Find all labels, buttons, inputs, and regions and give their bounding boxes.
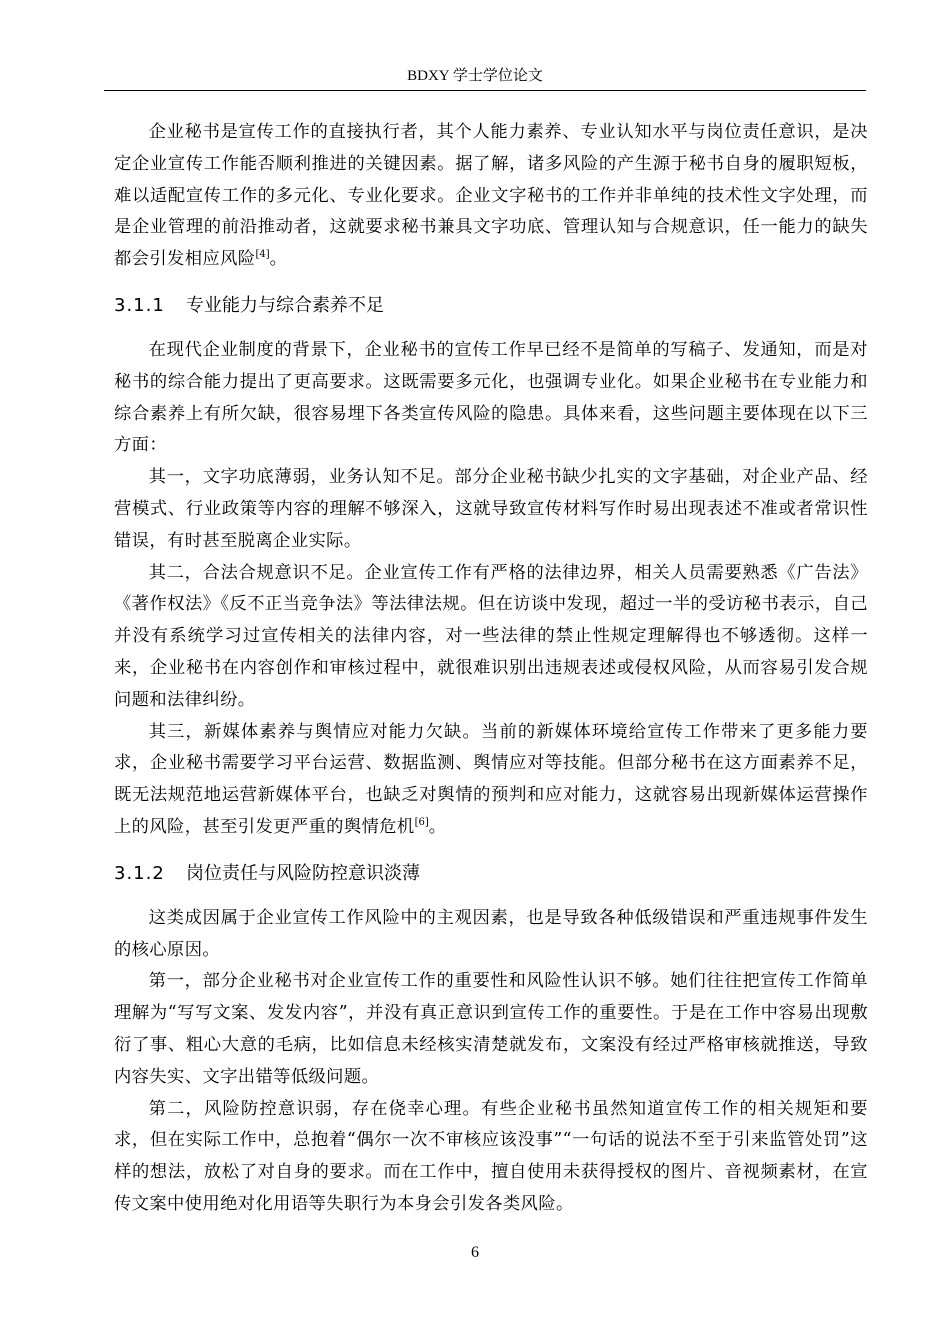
- page-body: [114, 117, 868, 1221]
- paragraph: [114, 335, 868, 462]
- section-number: 3.1.2: [114, 862, 165, 884]
- header-rule: [104, 90, 866, 91]
- section-title: 专业能力与综合素养不足: [186, 294, 384, 316]
- section-title: 岗位责任与风险防控意识淡薄: [186, 862, 420, 884]
- paragraph-text: 其一，文字功底薄弱，业务认知不足。部分企业秘书缺少扎实的文字基础，对企业产品、经营模式、行业政策等内容的理解不够深入，这就导致宣传材料写作时易出现表述不准或者常识性错误，有时甚至脱离企业实际。: [114, 467, 868, 551]
- citation: [4]: [255, 249, 270, 261]
- paragraph-text: 其三，新媒体素养与舆情应对能力欠缺。当前的新媒体环境给宣传工作带来了更多能力要求，企业秘书需要学习平台运营、数据监测、舆情应对等技能。但部分秘书在这方面素养不足，既无法规范地运营新媒体平台，也缺乏对舆情的预判和应对能力，这就容易出现新媒体运营操作上的风险，甚至引发更严重的舆情危机: [114, 721, 868, 837]
- paragraph-text: 这类成因属于企业宣传工作风险中的主观因素，也是导致各种低级错误和严重违规事件发生的核心原因。: [114, 907, 868, 960]
- citation: [6]: [414, 816, 429, 828]
- section-number: 3.1.1: [114, 294, 165, 316]
- paragraph: [114, 903, 868, 967]
- intro-paragraph: [114, 117, 868, 276]
- paragraph-text: 第二，风险防控意识弱，存在侥幸心理。有些企业秘书虽然知道宣传工作的相关规矩和要求，但在实际工作中，总抱着“偶尔一次不审核应该没事”“一句话的说法不至于引来监管处罚”这样的想法，放松了对自身的要求。而在工作中，擅自使用未获得授权的图片、音视频素材，在宣传文案中使用绝对化用语等失职行为本身会引发各类风险。: [114, 1098, 868, 1214]
- paragraph: [114, 558, 868, 717]
- section-heading-3-1-1: [114, 290, 868, 322]
- section-heading-3-1-2: [114, 858, 868, 890]
- page-number: 6: [471, 1244, 479, 1261]
- paragraph: [114, 1094, 868, 1221]
- paragraph: [114, 717, 868, 844]
- paragraph-text: 第一，部分企业秘书对企业宣传工作的重要性和风险性认识不够。她们往往把宣传工作简单理解为“写写文案、发发内容”，并没有真正意识到宣传工作的重要性。于是在工作中容易出现敷衍了事、粗心大意的毛病，比如信息未经核实清楚就发布，文案没有经过严格审核就推送，导致内容失实、文字出错等低级问题。: [114, 971, 868, 1087]
- paragraph-tail: 。: [269, 249, 288, 270]
- paragraph-text: 其二，合法合规意识不足。企业宣传工作有严格的法律边界，相关人员需要熟悉《广告法》《著作权法》《反不正当竞争法》等法律法规。但在访谈中发现，超过一半的受访秘书表示，自己并没有系统学习过宣传相关的法律内容，对一些法律的禁止性规定理解得也不够透彻。这样一来，企业秘书在内容创作和审核过程中，就很难识别出违规表述或侵权风险，从而容易引发合规问题和法律纠纷。: [114, 562, 868, 710]
- paragraph-text: 企业秘书是宣传工作的直接执行者，其个人能力素养、专业认知水平与岗位责任意识，是决定企业宣传工作能否顺利推进的关键因素。据了解，诸多风险的产生源于秘书自身的履职短板，难以适配宣传工作的多元化、专业化要求。企业文字秘书的工作并非单纯的技术性文字处理，而是企业管理的前沿推动者，这就要求秘书兼具文字功底、管理认知与合规意识，任一能力的缺失都会引发相应风险: [114, 122, 868, 270]
- paragraph-tail: 。: [428, 816, 447, 837]
- paragraph: [114, 462, 868, 557]
- paragraph-text: 在现代企业制度的背景下，企业秘书的宣传工作早已经不是简单的写稿子、发通知，而是对秘书的综合能力提出了更高要求。这既需要多元化，也强调专业化。如果企业秘书在专业能力和综合素养上有所欠缺，很容易埋下各类宣传风险的隐患。具体来看，这些问题主要体现在以下三方面：: [114, 339, 868, 456]
- paragraph: [114, 966, 868, 1093]
- running-header: BDXY 学士学位论文: [407, 68, 543, 84]
